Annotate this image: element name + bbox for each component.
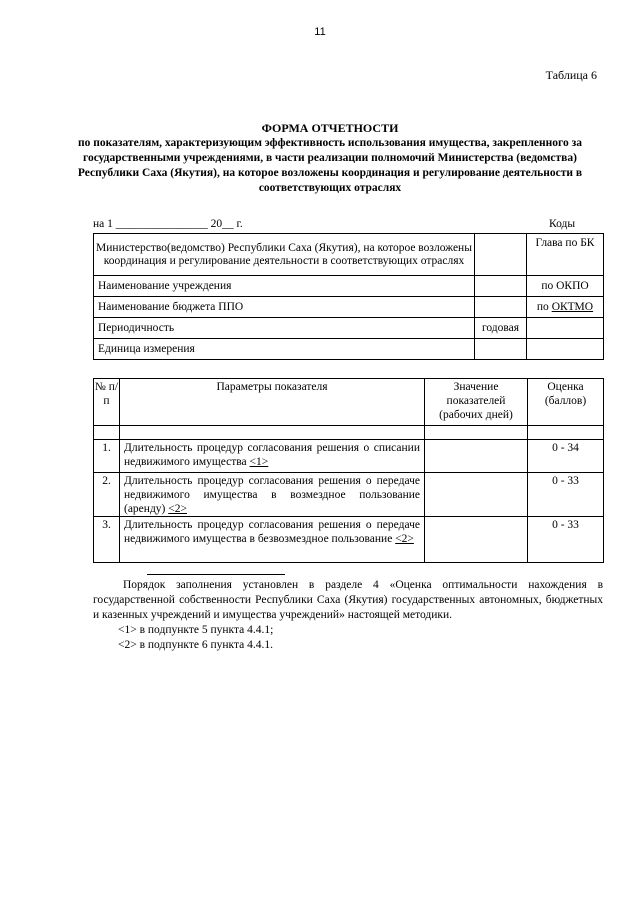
- unit-label: Единица измерения: [94, 339, 475, 360]
- periodicity-label: Периодичность: [94, 318, 475, 339]
- header-table: [93, 233, 604, 360]
- ministry-code: Глава по БК: [527, 234, 604, 276]
- row-parameter-text: Длительность процедур согласования решения о передаче недвижимого имущества в возмездное пользование (аренду): [124, 475, 420, 515]
- institution-label: Наименование учреждения: [94, 276, 475, 297]
- row-parameter: [120, 517, 425, 563]
- row-score: 0 - 33: [528, 517, 604, 563]
- column-header-value: Значение показателей (рабочих дней): [425, 379, 528, 426]
- row-number: 3.: [94, 517, 120, 563]
- unit-code: [527, 339, 604, 360]
- periodicity-value: годовая: [475, 318, 527, 339]
- page-number: 11: [314, 26, 326, 38]
- ministry-value: [475, 234, 527, 276]
- spacer-cell: [94, 426, 120, 440]
- footnote-2: <2> в подпункте 6 пункта 4.4.1.: [118, 639, 273, 651]
- footnotes: [93, 578, 603, 653]
- spacer-row: [94, 426, 604, 440]
- budget-code: [527, 297, 604, 318]
- row-value: [425, 517, 528, 563]
- row-footnote-ref: <1>: [249, 456, 269, 468]
- row-parameter-text: Длительность процедур согласования решения о передаче недвижимого имущества в безвозмездное пользование: [124, 519, 420, 545]
- table-header-row: [94, 379, 604, 426]
- table-label: Таблица 6: [545, 68, 597, 82]
- form-title: ФОРМА ОТЧЕТНОСТИ: [261, 121, 399, 135]
- budget-value: [475, 297, 527, 318]
- row-value: [425, 473, 528, 517]
- header-row-periodicity: [94, 318, 604, 339]
- institution-value: [475, 276, 527, 297]
- footnote-1: <1> в подпункте 5 пункта 4.4.1;: [118, 624, 274, 636]
- row-footnote-ref: <2>: [395, 533, 414, 545]
- row-score: 0 - 34: [528, 440, 604, 473]
- unit-value: [475, 339, 527, 360]
- budget-code-oktmo: ОКТМО: [551, 300, 594, 313]
- row-parameter-text: Длительность процедур согласования решения о списании недвижимого имущества: [124, 442, 420, 468]
- row-parameter: [120, 473, 425, 517]
- periodicity-code: [527, 318, 604, 339]
- column-header-parameters: Параметры показателя: [120, 379, 425, 426]
- spacer-cell: [120, 426, 425, 440]
- table-row: [94, 440, 604, 473]
- ministry-label: Министерство(ведомство) Республики Саха (Якутия), на которое возложены координация и регулирование деятельности в соответствующих отраслях: [94, 234, 475, 276]
- spacer-cell: [425, 426, 528, 440]
- codes-label: Коды: [549, 218, 576, 230]
- footnote-main: Порядок заполнения установлен в разделе 4 «Оценка оптимальности нахождения в государственной собственности Республики Саха (Якутия) государственных автономных, бюджетных и казенных учреждений и имущества учреждений» настоящей методики.: [93, 579, 603, 621]
- header-row-budget: [94, 297, 604, 318]
- column-header-number: № п/п: [94, 379, 120, 426]
- row-score: 0 - 33: [528, 473, 604, 517]
- column-header-score: Оценка (баллов): [528, 379, 604, 426]
- table-row: [94, 473, 604, 517]
- row-value: [425, 440, 528, 473]
- spacer-cell: [528, 426, 604, 440]
- row-parameter: [120, 440, 425, 473]
- institution-code: по ОКПО: [527, 276, 604, 297]
- budget-code-prefix: по: [536, 300, 552, 313]
- header-row-unit: [94, 339, 604, 360]
- row-number: 1.: [94, 440, 120, 473]
- row-footnote-ref: <2>: [168, 503, 187, 515]
- table-row: [94, 517, 604, 563]
- header-row-ministry: [94, 234, 604, 276]
- indicators-table: [93, 378, 604, 563]
- budget-label: Наименование бюджета ППО: [94, 297, 475, 318]
- header-row-institution: [94, 276, 604, 297]
- form-subtitle: по показателям, характеризующим эффективность использования имущества, закрепленного за государственными учреждениями, в части реализации полномочий Министерства (ведомства) Республики Саха (Якутия), на которое возложены координация и регулирование деятельности в соответствующих отраслях: [77, 137, 583, 194]
- footnote-divider: [147, 574, 285, 575]
- row-number: 2.: [94, 473, 120, 517]
- report-date-line: на 1 ________________ 20__ г.: [93, 218, 243, 230]
